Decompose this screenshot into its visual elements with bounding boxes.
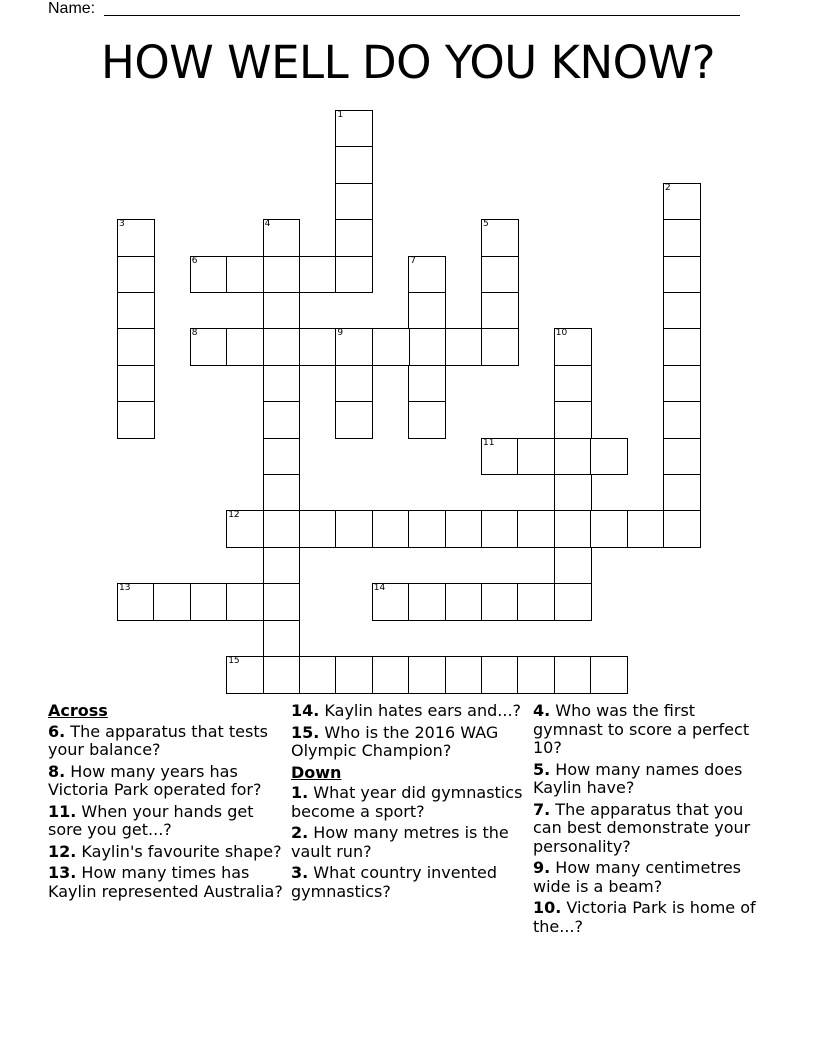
clue-number-label: 12. <box>48 841 77 861</box>
grid-cell[interactable] <box>554 328 592 366</box>
grid-cell[interactable] <box>663 401 701 439</box>
grid-cell[interactable] <box>263 510 301 548</box>
clue-number-label: 5. <box>533 759 551 779</box>
grid-cell[interactable] <box>663 183 701 221</box>
grid-cell[interactable] <box>481 292 519 330</box>
grid-cell[interactable] <box>226 583 264 621</box>
grid-cell[interactable] <box>590 656 628 694</box>
grid-cell[interactable] <box>335 510 373 548</box>
grid-cell[interactable] <box>481 510 519 548</box>
grid-cell[interactable] <box>663 328 701 366</box>
grid-cell[interactable] <box>663 256 701 294</box>
clue-number: 15 <box>228 656 240 666</box>
grid-cell[interactable] <box>481 583 519 621</box>
grid-cell[interactable] <box>117 219 155 257</box>
grid-cell[interactable] <box>263 547 301 585</box>
grid-cell[interactable] <box>263 656 301 694</box>
clue-text: How many metres is the vault run? <box>291 823 509 861</box>
clue-text: The apparatus that tests your balance? <box>48 721 268 759</box>
clue-item <box>48 843 284 862</box>
grid-cell[interactable] <box>517 583 555 621</box>
grid-cell[interactable] <box>117 328 155 366</box>
clue-number-label: 14. <box>291 701 320 720</box>
clue-item <box>48 864 284 901</box>
grid-cell[interactable] <box>445 583 483 621</box>
grid-cell[interactable] <box>226 510 264 548</box>
clue-text: The apparatus that you can best demonstrate your personality? <box>533 799 751 856</box>
clue-number-label: 2. <box>291 823 309 842</box>
grid-cell[interactable] <box>481 328 519 366</box>
clue-item <box>291 864 523 901</box>
clue-number: 9 <box>337 328 344 339</box>
grid-cell[interactable] <box>263 438 301 476</box>
clue-number-label: 7. <box>533 799 551 819</box>
clue-number-label: 3. <box>291 863 309 882</box>
grid-cell[interactable] <box>408 510 446 548</box>
grid-cell[interactable] <box>408 656 446 694</box>
clue-text: What year did gymnastics become a sport? <box>291 783 523 821</box>
clue-text: Who was the first gymnast to score a perfect 10? <box>533 701 750 757</box>
clue-number-label: 8. <box>48 761 66 781</box>
clue-item <box>291 724 523 761</box>
across-heading: Across <box>48 701 108 720</box>
grid-cell[interactable] <box>372 656 410 694</box>
clue-number: 1 <box>337 110 344 120</box>
grid-cell[interactable] <box>554 401 592 439</box>
grid-cell[interactable] <box>226 328 264 366</box>
grid-cell[interactable] <box>263 401 301 439</box>
clue-number: 3 <box>119 219 125 230</box>
grid-cell[interactable] <box>554 656 592 694</box>
grid-cell[interactable] <box>663 474 701 512</box>
grid-cell[interactable] <box>263 620 301 658</box>
grid-cell[interactable] <box>554 547 592 585</box>
grid-cell[interactable] <box>408 401 446 439</box>
grid-cell[interactable] <box>408 365 446 403</box>
grid-cell[interactable] <box>299 256 337 294</box>
grid-cell[interactable] <box>153 583 191 621</box>
clue-text: Kaylin hates ears and...? <box>319 701 522 720</box>
clue-text: How many times has Kaylin represented Australia? <box>48 863 283 901</box>
grid-cell[interactable] <box>263 219 301 257</box>
clue-item <box>48 763 284 800</box>
clue-item <box>48 803 284 840</box>
grid-cell[interactable] <box>263 583 301 621</box>
clues-column-3 <box>533 702 769 939</box>
grid-cell[interactable] <box>117 401 155 439</box>
clue-text: How many names does Kaylin have? <box>533 759 743 797</box>
grid-cell[interactable] <box>263 292 301 330</box>
grid-cell[interactable] <box>117 292 155 330</box>
grid-cell[interactable] <box>335 183 373 221</box>
grid-cell[interactable] <box>408 583 446 621</box>
grid-cell[interactable] <box>190 328 228 366</box>
grid-cell[interactable] <box>335 219 373 257</box>
grid-cell[interactable] <box>299 656 337 694</box>
clue-number-label: 15. <box>291 722 320 742</box>
grid-cell[interactable] <box>408 328 446 366</box>
clue-item <box>291 824 523 861</box>
clue-item <box>533 702 769 758</box>
clue-number-label: 1. <box>291 783 309 802</box>
grid-cell[interactable] <box>663 292 701 330</box>
grid-cell[interactable] <box>263 365 301 403</box>
clue-number-label: 11. <box>48 801 77 821</box>
grid-cell[interactable] <box>554 365 592 403</box>
grid-cell[interactable] <box>117 365 155 403</box>
grid-cell[interactable] <box>190 583 228 621</box>
grid-cell[interactable] <box>372 510 410 548</box>
clue-number-label: 10. <box>533 898 562 917</box>
grid-cell[interactable] <box>263 474 301 512</box>
grid-cell[interactable] <box>481 256 519 294</box>
grid-cell[interactable] <box>299 328 337 366</box>
grid-cell[interactable] <box>445 328 483 366</box>
clue-text: When your hands get sore you get...? <box>48 801 254 839</box>
clue-number: 5 <box>483 219 489 230</box>
grid-cell[interactable] <box>517 510 555 548</box>
grid-cell[interactable] <box>554 510 592 548</box>
grid-cell[interactable] <box>663 219 701 257</box>
name-label: Name: <box>48 0 96 17</box>
grid-cell[interactable] <box>335 110 373 148</box>
down-heading: Down <box>291 762 342 782</box>
grid-cell[interactable] <box>226 656 264 694</box>
grid-cell[interactable] <box>299 510 337 548</box>
grid-cell[interactable] <box>408 256 446 294</box>
clue-number: 7 <box>410 255 416 266</box>
clue-number-label: 9. <box>533 858 551 877</box>
clue-item <box>533 801 769 857</box>
grid-cell[interactable] <box>517 438 555 476</box>
page-title: HOW WELL DO YOU KNOW? <box>101 36 715 89</box>
grid-cell[interactable] <box>445 656 483 694</box>
clue-number: 8 <box>191 328 198 339</box>
clue-number: 4 <box>264 219 271 230</box>
grid-cell[interactable] <box>335 401 373 439</box>
clue-number-label: 6. <box>48 721 66 741</box>
grid-cell[interactable] <box>190 256 228 294</box>
grid-cell[interactable] <box>481 438 519 476</box>
grid-cell[interactable] <box>663 365 701 403</box>
grid-cell[interactable] <box>335 656 373 694</box>
clue-text: How many years has Victoria Park operated for? <box>48 761 262 799</box>
clue-item <box>533 859 769 896</box>
clue-item <box>48 723 284 760</box>
clue-text: How many centimetres wide is a beam? <box>533 858 741 896</box>
grid-cell[interactable] <box>117 256 155 294</box>
grid-cell[interactable] <box>408 292 446 330</box>
grid-cell[interactable] <box>263 328 301 366</box>
clue-text: Victoria Park is home of the...? <box>533 898 756 936</box>
clue-text: What country invented gymnastics? <box>291 863 498 901</box>
clue-number: 10 <box>555 328 568 339</box>
grid-cell[interactable] <box>372 328 410 366</box>
grid-cell[interactable] <box>481 219 519 257</box>
clue-item <box>533 899 769 936</box>
clue-item <box>291 702 523 721</box>
grid-cell[interactable] <box>481 656 519 694</box>
grid-cell[interactable] <box>663 510 701 548</box>
grid-cell[interactable] <box>117 583 155 621</box>
clue-number-label: 13. <box>48 863 77 882</box>
grid-cell[interactable] <box>554 583 592 621</box>
grid-cell[interactable] <box>627 510 665 548</box>
grid-cell[interactable] <box>263 256 301 294</box>
grid-cell[interactable] <box>335 365 373 403</box>
clue-number-label: 4. <box>533 701 551 720</box>
clues-column-1 <box>48 702 284 904</box>
clue-item <box>533 761 769 798</box>
clues-column-2 <box>291 702 523 904</box>
clue-number: 14 <box>373 583 386 594</box>
grid-cell[interactable] <box>226 256 264 294</box>
grid-cell[interactable] <box>372 583 410 621</box>
clue-item <box>291 784 523 821</box>
grid-cell[interactable] <box>445 510 483 548</box>
grid-cell[interactable] <box>335 146 373 184</box>
clue-number: 12 <box>228 510 240 521</box>
clue-number: 2 <box>665 182 671 193</box>
grid-cell[interactable] <box>590 510 628 548</box>
grid-cell[interactable] <box>517 656 555 694</box>
clue-number: 6 <box>191 255 198 266</box>
clue-number: 13 <box>119 583 131 594</box>
grid-cell[interactable] <box>554 438 592 476</box>
clue-number: 11 <box>483 437 495 448</box>
grid-cell[interactable] <box>663 438 701 476</box>
grid-cell[interactable] <box>590 438 628 476</box>
clue-text: Who is the 2016 WAG Olympic Champion? <box>291 722 499 760</box>
clue-text: Kaylin's favourite shape? <box>76 841 282 861</box>
grid-cell[interactable] <box>335 256 373 294</box>
grid-cell[interactable] <box>335 328 373 366</box>
grid-cell[interactable] <box>554 474 592 512</box>
